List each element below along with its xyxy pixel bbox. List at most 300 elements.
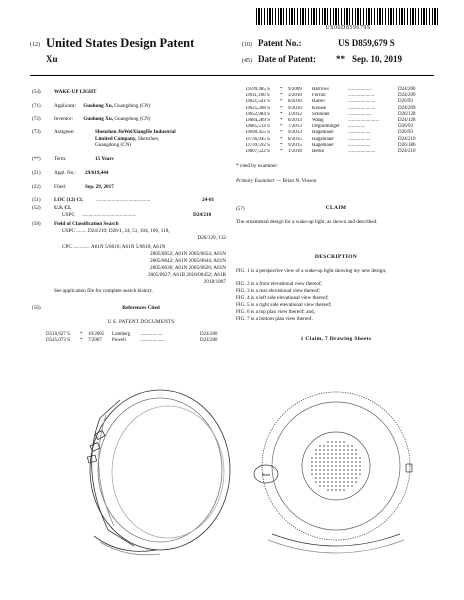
ref-dots: .................... [140, 338, 165, 344]
speaker-hole [319, 449, 321, 451]
ref-star: * [280, 118, 283, 124]
us-cl-label: U.S. Cl. [54, 205, 72, 211]
speaker-hole [343, 453, 345, 455]
fig-1-text: FIG. 1 is a perspective view of a wake-up light showing my new design; [236, 268, 387, 274]
ref-star: * [280, 99, 283, 105]
ref-date: 9/2009 [288, 87, 302, 92]
claims-line: 1 Claim, 7 Drawing Sheets [300, 336, 372, 342]
assignee-label: Assignee: [54, 129, 75, 135]
speaker-hole [319, 485, 321, 487]
table-row [246, 149, 416, 155]
appl-no-label: Appl. No.: [54, 170, 77, 176]
ref-star: * [280, 93, 283, 99]
speaker-hole [339, 489, 341, 491]
ref-number: D621,541 S [246, 99, 270, 105]
search-line-3: CPC ............. A61N 5/0616; A61N 5/0618; A61N [62, 244, 166, 250]
band-bottom [108, 530, 134, 546]
speaker-hole [355, 473, 357, 475]
speaker-hole [315, 477, 317, 479]
speaker-hole [319, 445, 321, 447]
ref-star: * [280, 142, 283, 148]
ref-star: * [80, 332, 83, 337]
side-knob [406, 464, 412, 472]
speaker-hole [323, 445, 325, 447]
patent-no-label: Patent No.: [258, 38, 302, 48]
right-ref-table [246, 87, 416, 155]
speaker-hole [311, 461, 313, 463]
speaker-hole [323, 485, 325, 487]
speaker-hole [343, 449, 345, 451]
fig-4-text: FIG. 4 is a left side elevational view thereof; [236, 295, 329, 301]
assignee-company: Limited Company, [95, 135, 137, 142]
speaker-hole [343, 489, 345, 491]
ref-star: * [80, 338, 83, 344]
speaker-hole [347, 465, 349, 467]
fig-2-text: FIG. 2 is a front elevational view thereof; [236, 281, 323, 287]
speaker-hole [327, 489, 329, 491]
speaker-hole [335, 441, 337, 443]
code-52: (52) [32, 205, 41, 211]
speaker-hole [359, 461, 361, 463]
loc-dots: .......................................... [96, 197, 151, 203]
speaker-hole [351, 473, 353, 475]
ref-name: Berko [312, 149, 325, 155]
speaker-hole [319, 453, 321, 455]
ref-number: D599,485 S [246, 87, 270, 92]
speaker-hole [339, 485, 341, 487]
speaker-hole [347, 461, 349, 463]
speaker-hole [355, 461, 357, 463]
speaker-hole [323, 481, 325, 483]
speaker-hole [335, 453, 337, 455]
speaker-hole [331, 441, 333, 443]
ref-name: Hagemaier [312, 136, 334, 142]
ref-name: Barrows [312, 87, 329, 92]
speaker-hole [339, 453, 341, 455]
speaker-hole [339, 449, 341, 451]
ref-date: 6/2013 [288, 118, 302, 124]
speaker-hole [331, 481, 333, 483]
speaker-hole [327, 457, 329, 459]
ref-dots: ................... [348, 111, 372, 117]
speaker-hole [355, 449, 357, 451]
speaker-hole [327, 441, 329, 443]
speaker-hole [351, 481, 353, 483]
speaker-hole [319, 481, 321, 483]
ref-class: D24/210 [398, 136, 416, 142]
speaker-hole [315, 473, 317, 475]
assignee-line-1: Shenzhen JieWeiXiangHe Industrial [95, 129, 176, 135]
ref-star: * [280, 111, 283, 117]
ref-name: Wang [312, 118, 324, 124]
speaker-hole [347, 449, 349, 451]
speaker-hole [347, 453, 349, 455]
applicant-name: Guohong Xu, [83, 103, 113, 109]
ref-name: Ferrini [312, 93, 326, 99]
ref-class: D24/128 [398, 118, 416, 124]
date-label: Date of Patent: [258, 54, 316, 64]
ref-dots: .................. [348, 130, 371, 136]
ref-dots: ................... [348, 87, 372, 92]
speaker-hole [315, 461, 317, 463]
speaker-hole [351, 469, 353, 471]
speaker-hole [351, 453, 353, 455]
speaker-hole [347, 469, 349, 471]
document-type: United States Design Patent [46, 36, 195, 50]
ref-dots: .................. [348, 136, 371, 142]
speaker-hole [331, 457, 333, 459]
speaker-hole [331, 473, 333, 475]
speaker-hole [335, 489, 337, 491]
speaker-hole [335, 473, 337, 475]
speaker-hole [347, 481, 349, 483]
speaker-hole [339, 461, 341, 463]
ref-class: D26/128 [398, 111, 416, 117]
speaker-hole [347, 485, 349, 487]
speaker-hole [327, 461, 329, 463]
ref-class: D24/210 [398, 149, 416, 155]
ref-dots: ..................... [348, 93, 375, 99]
term-value: 15 Years [95, 156, 114, 162]
ref-star: * [280, 87, 283, 92]
speaker-hole [355, 465, 357, 467]
ref-number: D736,945 S [246, 136, 270, 142]
speaker-hole [319, 473, 321, 475]
assignee-line-3: Guangdong (CN) [95, 142, 132, 149]
ref-number: D739,592 S [246, 142, 270, 148]
speaker-hole [351, 477, 353, 479]
speaker-hole [359, 469, 361, 471]
inventor-short: Xu [46, 54, 58, 64]
inventor-location: Guangdong (CN) [114, 116, 151, 122]
code-45: (45) [242, 58, 252, 64]
speaker-hole [359, 457, 361, 459]
filed-value: Sep. 29, 2017 [85, 184, 114, 190]
speaker-hole [339, 465, 341, 467]
inventor-name: Guohong Xu, [83, 116, 114, 122]
code-term: (**) [32, 156, 41, 162]
ref-dots: .................. [348, 142, 371, 148]
speaker-hole [335, 449, 337, 451]
speaker-hole [343, 457, 345, 459]
speaker-hole [315, 465, 317, 467]
speaker-hole [319, 457, 321, 459]
speaker-hole [319, 477, 321, 479]
ref-number: D545,073 S [46, 338, 70, 344]
claim-text: The ornamental design for a wake-up light, as shown and described. [236, 219, 378, 225]
ref-name: Schnider [312, 111, 330, 117]
ref-number: D690,455 S [246, 130, 270, 136]
ref-number: D611,160 S [246, 93, 270, 99]
uspc-dots: .......................................... [82, 212, 137, 218]
speaker-hole [327, 465, 329, 467]
speaker-hole [331, 461, 333, 463]
speaker-hole [327, 453, 329, 455]
ref-name: Hagemaier [312, 142, 334, 148]
speaker-hole [355, 457, 357, 459]
applicant-label: Applicant: [54, 103, 76, 109]
speaker-hole [343, 477, 345, 479]
title: WAKE-UP LIGHT [54, 89, 97, 95]
ref-class: D24/200 [398, 87, 416, 92]
ref-date: 7/2013 [288, 124, 302, 130]
speaker-hole [327, 449, 329, 451]
ref-class: D24/200 [200, 338, 218, 344]
ref-star: * [280, 105, 283, 111]
ref-number: D652,984 S [246, 111, 270, 117]
ref-name: Harrel [312, 99, 325, 105]
fig-5-text: FIG. 5 is a right side elevational view thereof; [236, 302, 332, 308]
search-line-6: 2005/0636; A61N 2005/0626; A61N [150, 265, 226, 271]
speaker-hole [355, 477, 357, 479]
inventor [54, 116, 150, 123]
references-title: References Cited [122, 305, 160, 311]
code-58: (58) [32, 221, 41, 227]
speaker-hole [359, 465, 361, 467]
ref-name: Hagemaier [312, 130, 334, 136]
examiner-label: Primary Examiner [236, 178, 275, 184]
speaker-hole [339, 477, 341, 479]
speaker-hole [323, 469, 325, 471]
speaker-hole [331, 449, 333, 451]
fig-3-text: FIG. 3 is a rear elevational view thereof; [236, 288, 321, 294]
ref-number: D625,208 S [246, 105, 270, 111]
speaker-hole [355, 481, 357, 483]
applicant [54, 103, 150, 110]
ref-class: D26/186 [398, 142, 416, 148]
ring-inner [98, 398, 222, 542]
search-line-8: 2018/1807 [203, 279, 226, 285]
speaker-hole [311, 457, 313, 459]
speaker-hole [343, 465, 345, 467]
code-73: (73) [32, 129, 41, 135]
speaker-grille [311, 441, 361, 491]
ref-star: * [280, 136, 283, 142]
description-title: DESCRIPTION [314, 254, 358, 260]
ref-number: D684,289 S [246, 118, 270, 124]
speaker-hole [331, 489, 333, 491]
speaker-hole [319, 465, 321, 467]
search-line-5: 2005/0642; A61N 2005/0644; A61N [150, 258, 226, 264]
ref-class: D26/93 [398, 130, 413, 136]
ref-dots: ...................... [348, 105, 376, 111]
ref-class: D26/93 [398, 124, 413, 130]
speaker-hole [315, 457, 317, 459]
ref-number: D510,627 S [46, 332, 70, 337]
speaker-hole [323, 461, 325, 463]
ref-dots: ...................... [348, 99, 376, 105]
front-face [112, 406, 224, 538]
ref-name: Deguilminget [312, 124, 340, 130]
search-line-7: 2005/0627; A61B 2018/00452; A61B [148, 272, 226, 278]
stand-curve-2 [268, 540, 404, 553]
ref-number: D685,514 S [246, 124, 270, 130]
band-top [100, 400, 120, 418]
speaker-hole [315, 481, 317, 483]
ref-dots: .............. [348, 124, 366, 130]
ref-date: 9/2013 [288, 130, 302, 136]
speaker-hole [335, 485, 337, 487]
speaker-hole [343, 473, 345, 475]
speaker-hole [335, 477, 337, 479]
speaker-hole [355, 469, 357, 471]
ref-class: D24/209 [398, 93, 416, 99]
speaker-hole [347, 457, 349, 459]
code-22: (22) [32, 184, 41, 190]
speaker-hole [311, 469, 313, 471]
search-label: Field of Classification Search [54, 221, 119, 227]
filed-label: Filed: [54, 184, 67, 190]
term-label: Term: [54, 156, 67, 162]
ref-date: 1/2018 [288, 149, 302, 155]
us-patent-docs: U.S. PATENT DOCUMENTS [107, 319, 175, 325]
ref-class: D26/93 [398, 99, 413, 105]
header-rule [30, 75, 434, 76]
ref-date: 3/2010 [288, 93, 302, 99]
speaker-hole [315, 469, 317, 471]
speaker-hole [343, 445, 345, 447]
speaker-hole [327, 481, 329, 483]
speaker-hole [327, 473, 329, 475]
speaker-hole [347, 445, 349, 447]
barcode-number: US00D859679S [325, 25, 371, 31]
speaker-hole [347, 477, 349, 479]
ref-date: 10/2005 [88, 332, 105, 337]
ref-date: 1/2012 [288, 111, 302, 117]
ref-star: * [280, 124, 283, 130]
speaker-hole [331, 485, 333, 487]
speaker-hole [315, 453, 317, 455]
fig-6-text: FIG. 6 is a top plan view thereof; and, [236, 309, 315, 315]
ref-date: 9/2015 [288, 142, 302, 148]
speaker-hole [359, 473, 361, 475]
start-button-label[interactable]: Start [261, 472, 271, 477]
speaker-hole [335, 469, 337, 471]
appl-no-value: 29/619,444 [85, 170, 109, 176]
speaker-hole [339, 457, 341, 459]
speaker-hole [323, 477, 325, 479]
speaker-hole [327, 469, 329, 471]
speaker-hole [319, 461, 321, 463]
code-51: (51) [32, 197, 41, 203]
code-21: (21) [32, 170, 41, 176]
table-row [46, 338, 218, 344]
code-71: (71) [32, 103, 41, 109]
search-note: See application file for complete search history. [54, 288, 153, 294]
ref-date: 7/2007 [88, 338, 102, 344]
speaker-hole [331, 477, 333, 479]
speaker-hole [331, 453, 333, 455]
code-56: (56) [32, 305, 41, 311]
speaker-hole [355, 453, 357, 455]
speaker-hole [315, 449, 317, 451]
speaker-hole [323, 457, 325, 459]
speaker-hole [343, 481, 345, 483]
ref-class: D24/209 [398, 105, 416, 111]
speaker-hole [351, 449, 353, 451]
ring-outer [90, 390, 230, 550]
speaker-hole [339, 469, 341, 471]
ref-name: Krause [312, 105, 327, 111]
claim-title: CLAIM [325, 205, 347, 211]
speaker-hole [331, 469, 333, 471]
ref-date: 8/2010 [288, 99, 302, 105]
code-10: (10) [242, 42, 252, 48]
speaker-hole [351, 457, 353, 459]
barcode [256, 8, 440, 25]
ref-dots: .................. [140, 332, 163, 337]
speaker-hole [335, 445, 337, 447]
speaker-hole [343, 461, 345, 463]
side-button-2 [90, 443, 100, 452]
speaker-hole [323, 449, 325, 451]
speaker-hole [331, 465, 333, 467]
code-12: (12) [30, 42, 40, 48]
left-ref-table [46, 332, 218, 344]
patent-date: Sep. 10, 2019 [352, 54, 403, 64]
speaker-hole [343, 441, 345, 443]
speaker-hole [339, 445, 341, 447]
cited-by-examiner: * cited by examiner [236, 163, 278, 169]
search-line-2: D26/129, 132 [197, 235, 226, 241]
speaker-hole [347, 473, 349, 475]
code-57: (57) [236, 206, 245, 212]
ref-star: * [280, 149, 283, 155]
ref-star: * [280, 130, 283, 136]
date-mark: ** [336, 54, 345, 64]
speaker-hole [335, 465, 337, 467]
speaker-hole [319, 469, 321, 471]
fig-7-text: FIG. 7 is a bottom plan view thereof. [236, 316, 313, 322]
examiner-name: — Brian N. Vinson [276, 178, 317, 184]
ref-number: D807,522 S [246, 149, 270, 155]
search-line-1: USPC ........ D24/210; D26/1, 24, 51, 104, 106, 118, [62, 228, 170, 234]
patent-number: US D859,679 S [338, 38, 395, 48]
uspc-label: USPC [62, 212, 75, 218]
speaker-hole [351, 465, 353, 467]
speaker-hole [339, 481, 341, 483]
perspective-drawing [60, 360, 240, 560]
speaker-hole [343, 469, 345, 471]
loc-label: LOC (12) Cl. [54, 197, 83, 203]
inventor-label: Inventor: [54, 116, 74, 122]
speaker-hole [331, 445, 333, 447]
speaker-hole [339, 441, 341, 443]
primary-examiner [236, 178, 316, 185]
ref-class: D24/200 [200, 332, 218, 337]
speaker-hole [323, 453, 325, 455]
speaker-hole [339, 473, 341, 475]
front-drawing [246, 356, 426, 566]
code-54: (54) [32, 89, 41, 95]
code-72: (72) [32, 116, 41, 122]
search-line-4: 2005/0652; A61N 2005/0654; A61N [150, 251, 226, 257]
applicant-location: Guangdong (CN) [114, 103, 151, 109]
ref-name: Lomberg [112, 332, 131, 337]
ref-dots: ......................... [348, 118, 380, 124]
ref-date: 9/2010 [288, 105, 302, 111]
speaker-hole [327, 485, 329, 487]
uspc-value: D24/210 [193, 212, 212, 218]
speaker-hole [351, 461, 353, 463]
speaker-hole [327, 445, 329, 447]
speaker-hole [311, 465, 313, 467]
speaker-hole [323, 465, 325, 467]
speaker-hole [351, 485, 353, 487]
ref-dots: ...................... [348, 149, 376, 155]
speaker-hole [335, 457, 337, 459]
assignee-city: Shenzhen, [137, 135, 160, 142]
